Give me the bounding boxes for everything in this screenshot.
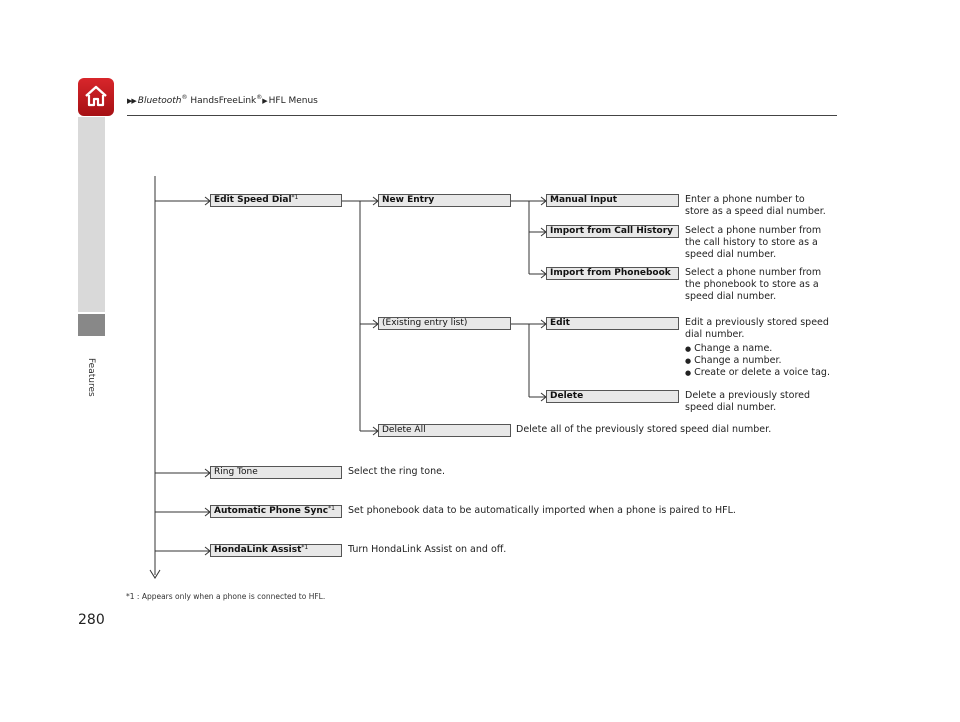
breadcrumb-arrow-icon: ▶ — [262, 97, 267, 105]
menu-item-import-from-phonebook[interactable]: Import from Phonebook — [546, 267, 679, 280]
breadcrumb-part-1[interactable]: Bluetooth — [137, 96, 182, 106]
delete-all-description: Delete all of the previously stored speed dial number. — [516, 424, 772, 435]
list-item: ● Create or delete a voice tag. — [685, 367, 830, 379]
menu-item-edit-speed-dial[interactable]: Edit Speed Dial$^{*1}$ — [210, 194, 342, 207]
import-call-history-description: Select a phone number from the call history to store as a speed dial number. — [685, 225, 822, 260]
footnote-ref: *1 — [301, 544, 309, 551]
menu-item-automatic-phone-sync[interactable]: Automatic Phone Sync$^{*1}$ — [210, 505, 342, 518]
delete-description: Delete a previously stored speed dial number. — [685, 390, 811, 413]
manual-input-description: Enter a phone number to store as a speed dial number. — [685, 194, 826, 217]
breadcrumb-part-3[interactable]: HFL Menus — [268, 96, 318, 106]
section-label: Features — [86, 358, 96, 397]
automatic-phone-sync-description: Set phonebook data to be automatically imported when a phone is paired to HFL. — [348, 505, 736, 516]
menu-item-edit[interactable]: Edit — [546, 317, 679, 330]
hondalink-assist-description: Turn HondaLink Assist on and off. — [348, 544, 507, 555]
menu-item-delete[interactable]: Delete — [546, 390, 679, 403]
breadcrumb-part-2[interactable]: HandsFreeLink — [187, 96, 257, 106]
breadcrumb: ▶▶ Bluetooth® HandsFreeLink®▶ HFL Menus — [127, 94, 318, 106]
edit-options-list — [685, 343, 830, 379]
menu-item-ring-tone[interactable]: Ring Tone — [210, 466, 342, 479]
footnote-ref: *1 — [291, 194, 299, 201]
menu-item-new-entry[interactable]: New Entry — [378, 194, 511, 207]
menu-item-existing-entry-list[interactable]: (Existing entry list) — [378, 317, 511, 330]
menu-item-hondalink-assist[interactable]: HondaLink Assist$^{*1}$ — [210, 544, 342, 557]
breadcrumb-arrow-icon: ▶▶ — [127, 97, 136, 105]
list-item: ● Change a number. — [685, 355, 830, 367]
footnote: *1 : Appears only when a phone is connected to HFL. — [126, 592, 326, 601]
import-phonebook-description: Select a phone number from the phonebook to store as a speed dial number. — [685, 267, 822, 302]
footnote-ref: *1 — [328, 505, 335, 512]
menu-item-import-from-call-history[interactable]: Import from Call History — [546, 225, 679, 238]
ring-tone-description: Select the ring tone. — [348, 466, 445, 477]
page-number: 280 — [78, 612, 105, 628]
edit-description: Edit a previously stored speed dial number. ● Change a name. ● Change a number. ● Create or delete a voice tag. — [685, 317, 830, 379]
list-item: ● Change a name. — [685, 343, 830, 355]
menu-item-delete-all[interactable]: Delete All — [378, 424, 511, 437]
menu-item-manual-input[interactable]: Manual Input — [546, 194, 679, 207]
